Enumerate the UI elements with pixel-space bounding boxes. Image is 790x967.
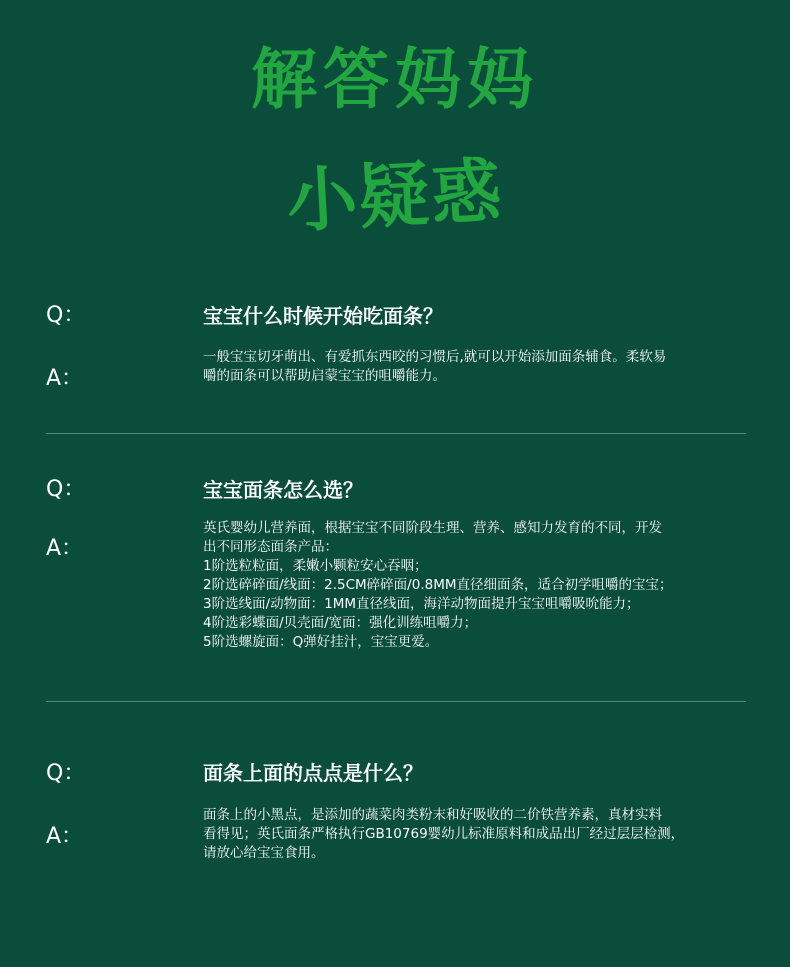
answer-line: 英氏婴幼儿营养面，根据宝宝不同阶段生理、营养、感知力发育的不同，开发 <box>203 520 662 536</box>
answer-line: 3阶选线面/动物面：1MM直径线面，海洋动物面提升宝宝咀嚼吸吮能力； <box>203 596 640 612</box>
answer-line: 5阶选螺旋面：Q弹好挂汁，宝宝更爱。 <box>203 634 439 650</box>
divider <box>46 433 746 434</box>
title-line-1: 解答妈妈 <box>251 41 539 118</box>
answer-line: 4阶选彩蝶面/贝壳面/宽面：强化训练咀嚼力； <box>203 615 478 631</box>
a-label: A： <box>46 366 84 391</box>
answer-line: 1阶选粒粒面，柔嫩小颗粒安心吞咽； <box>203 558 428 574</box>
question-text: 面条上面的点点是什么？ <box>203 761 423 785</box>
answer-line: 面条上的小黑点，是添加的蔬菜肉类粉末和好吸收的二价铁营养素，真材实料 <box>203 807 662 823</box>
answer-text <box>203 348 748 386</box>
q-label: Q： <box>46 303 86 328</box>
answer-line: 看得见；英氏面条严格执行GB10769婴幼儿标准原料和成品出厂经过层层检测， <box>203 826 685 842</box>
question-text: 宝宝面条怎么选？ <box>203 478 363 502</box>
title-line-2: 小疑惑 <box>285 149 505 243</box>
a-label: A： <box>46 536 84 561</box>
answer-line: 嚼的面条可以帮助启蒙宝宝的咀嚼能力。 <box>203 368 446 384</box>
answer-line: 2阶选碎碎面/线面：2.5CM碎碎面/0.8MM直径细面条，适合初学咀嚼的宝宝； <box>203 577 673 593</box>
a-label: A： <box>46 824 84 849</box>
answer-line: 出不同形态面条产品： <box>203 539 338 555</box>
divider <box>46 701 746 702</box>
answer-text <box>203 806 748 863</box>
answer-text <box>203 519 748 652</box>
answer-line: 请放心给宝宝食用。 <box>203 845 325 861</box>
question-text: 宝宝什么时候开始吃面条？ <box>203 304 443 328</box>
q-label: Q： <box>46 761 86 786</box>
answer-line: 一般宝宝切牙萌出、有爱抓东西咬的习惯后,就可以开始添加面条辅食。柔软易 <box>203 349 667 365</box>
q-label: Q： <box>46 477 86 502</box>
page-header <box>0 40 790 243</box>
